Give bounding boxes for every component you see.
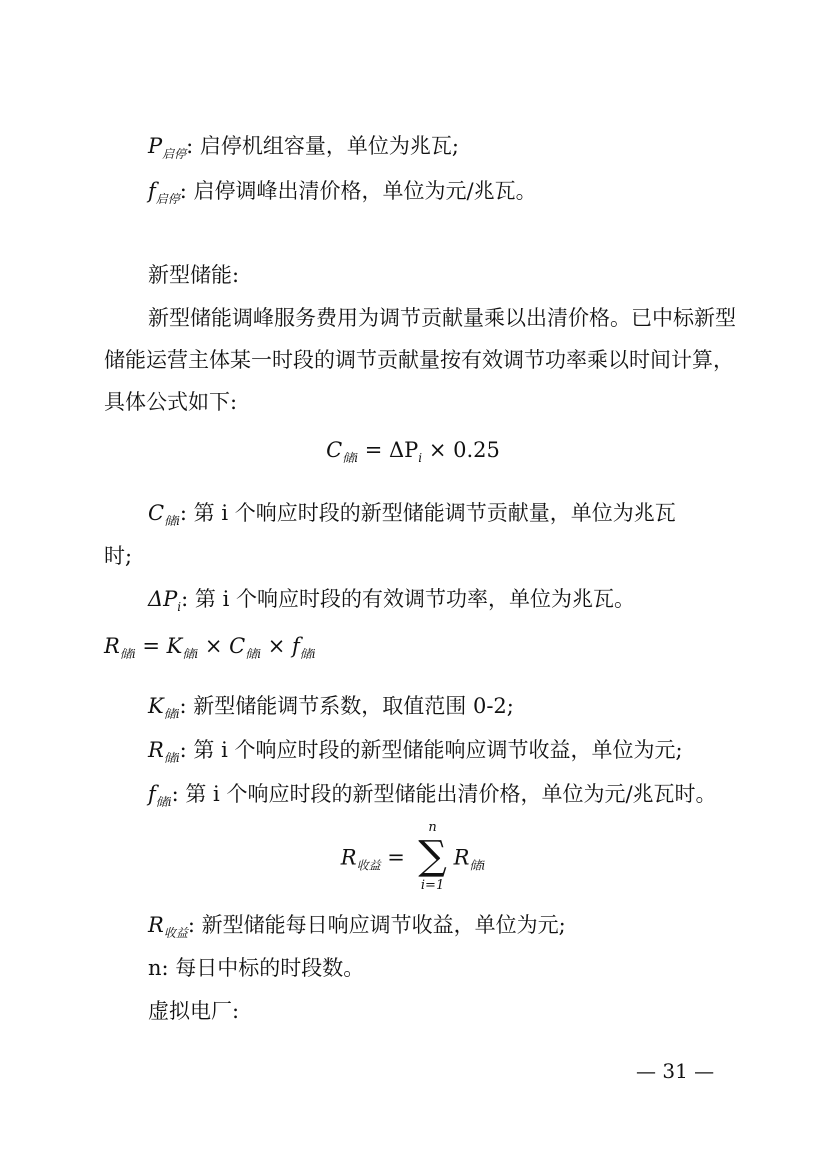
formula-times-1: ×	[198, 634, 230, 658]
var-sub: 收益	[163, 926, 188, 940]
formula-revenue	[104, 631, 316, 669]
formula-rhs-sub: i	[418, 451, 423, 465]
var-r: R	[148, 913, 164, 937]
formula-daily-revenue	[0, 820, 826, 893]
var-sub: i	[177, 600, 182, 614]
rsum-definition	[148, 910, 566, 948]
formula-eq: =	[135, 634, 167, 658]
formula-r-sub: 储i	[119, 647, 136, 661]
var-sub: 储i	[163, 751, 180, 765]
r-definition	[148, 735, 683, 773]
definition-text: : 启停调峰出清价格，单位为元/兆瓦。	[179, 179, 537, 203]
formula-r: R	[104, 634, 120, 658]
summation	[412, 820, 454, 893]
var-r: R	[148, 738, 164, 762]
formula-lhs: R	[340, 845, 357, 870]
var-p: P	[148, 134, 163, 158]
formula-lhs-sub: 储i	[342, 451, 359, 465]
sum-upper-limit: n	[428, 820, 437, 835]
dp-definition	[148, 584, 635, 622]
p-start-definition	[148, 131, 459, 169]
formula-f: f	[291, 634, 300, 658]
formula-term-sub: 储i	[469, 858, 486, 873]
definition-text: : 第 i 个响应时段的有效调节功率，单位为兆瓦。	[181, 587, 635, 611]
formula-c: C	[229, 634, 246, 658]
definition-text: : 新型储能每日响应调节收益，单位为元;	[187, 913, 566, 937]
formula-term: R	[453, 845, 470, 870]
definition-text: : 第 i 个响应时段的新型储能出清价格，单位为元/兆瓦时。	[171, 782, 717, 806]
var-sub: 启停	[162, 147, 187, 161]
formula-eq: =	[380, 845, 412, 870]
var-dp: ΔP	[148, 587, 178, 611]
formula-tail: × 0.25	[422, 438, 500, 462]
var-k: K	[148, 694, 164, 718]
c-definition	[148, 498, 676, 536]
storage-paragraph: 新型储能调峰服务费用为调节贡献量乘以出清价格。已中标新型储能运营主体某一时段的调节贡献量按有效调节功率乘以时间计算，具体公式如下:	[104, 306, 736, 414]
var-sub: 储i	[164, 514, 180, 528]
formula-lhs-sub: 收益	[356, 858, 381, 873]
var-f: f	[148, 782, 156, 806]
page-number: — 31 —	[636, 1059, 715, 1083]
definition-text: : 第 i 个响应时段的新型储能调节贡献量，单位为兆瓦	[179, 501, 676, 525]
var-sub: 储i	[155, 795, 172, 809]
var-f: f	[148, 179, 156, 203]
formula-c-sub: 储i	[245, 647, 262, 661]
formula-f-sub: 储i	[299, 647, 316, 661]
var-sub: 启停	[155, 192, 180, 206]
formula-k-sub: 储i	[182, 647, 199, 661]
storage-heading: 新型储能:	[148, 263, 240, 287]
formula-contribution	[0, 435, 826, 473]
sigma-symbol: ∑	[418, 833, 447, 879]
formula-times-2: ×	[261, 634, 292, 658]
formula-rhs: = ΔP	[358, 438, 419, 462]
vpp-heading: 虚拟电厂:	[148, 999, 240, 1023]
definition-text: : 第 i 个响应时段的新型储能响应调节收益，单位为元;	[179, 738, 683, 762]
definition-text: : 启停机组容量，单位为兆瓦;	[186, 134, 459, 158]
c-definition-cont: 时;	[104, 544, 133, 568]
formula-lhs: C	[326, 438, 343, 462]
f-start-definition	[148, 176, 537, 214]
k-definition	[148, 691, 514, 729]
var-sub: 储i	[163, 707, 180, 721]
definition-text: : 新型储能调节系数，取值范围 0-2;	[179, 694, 514, 718]
n-definition: n: 每日中标的时段数。	[148, 956, 365, 980]
sum-lower-limit: i=1	[420, 878, 445, 893]
formula-k: K	[166, 634, 183, 658]
var-c: C	[148, 501, 165, 525]
